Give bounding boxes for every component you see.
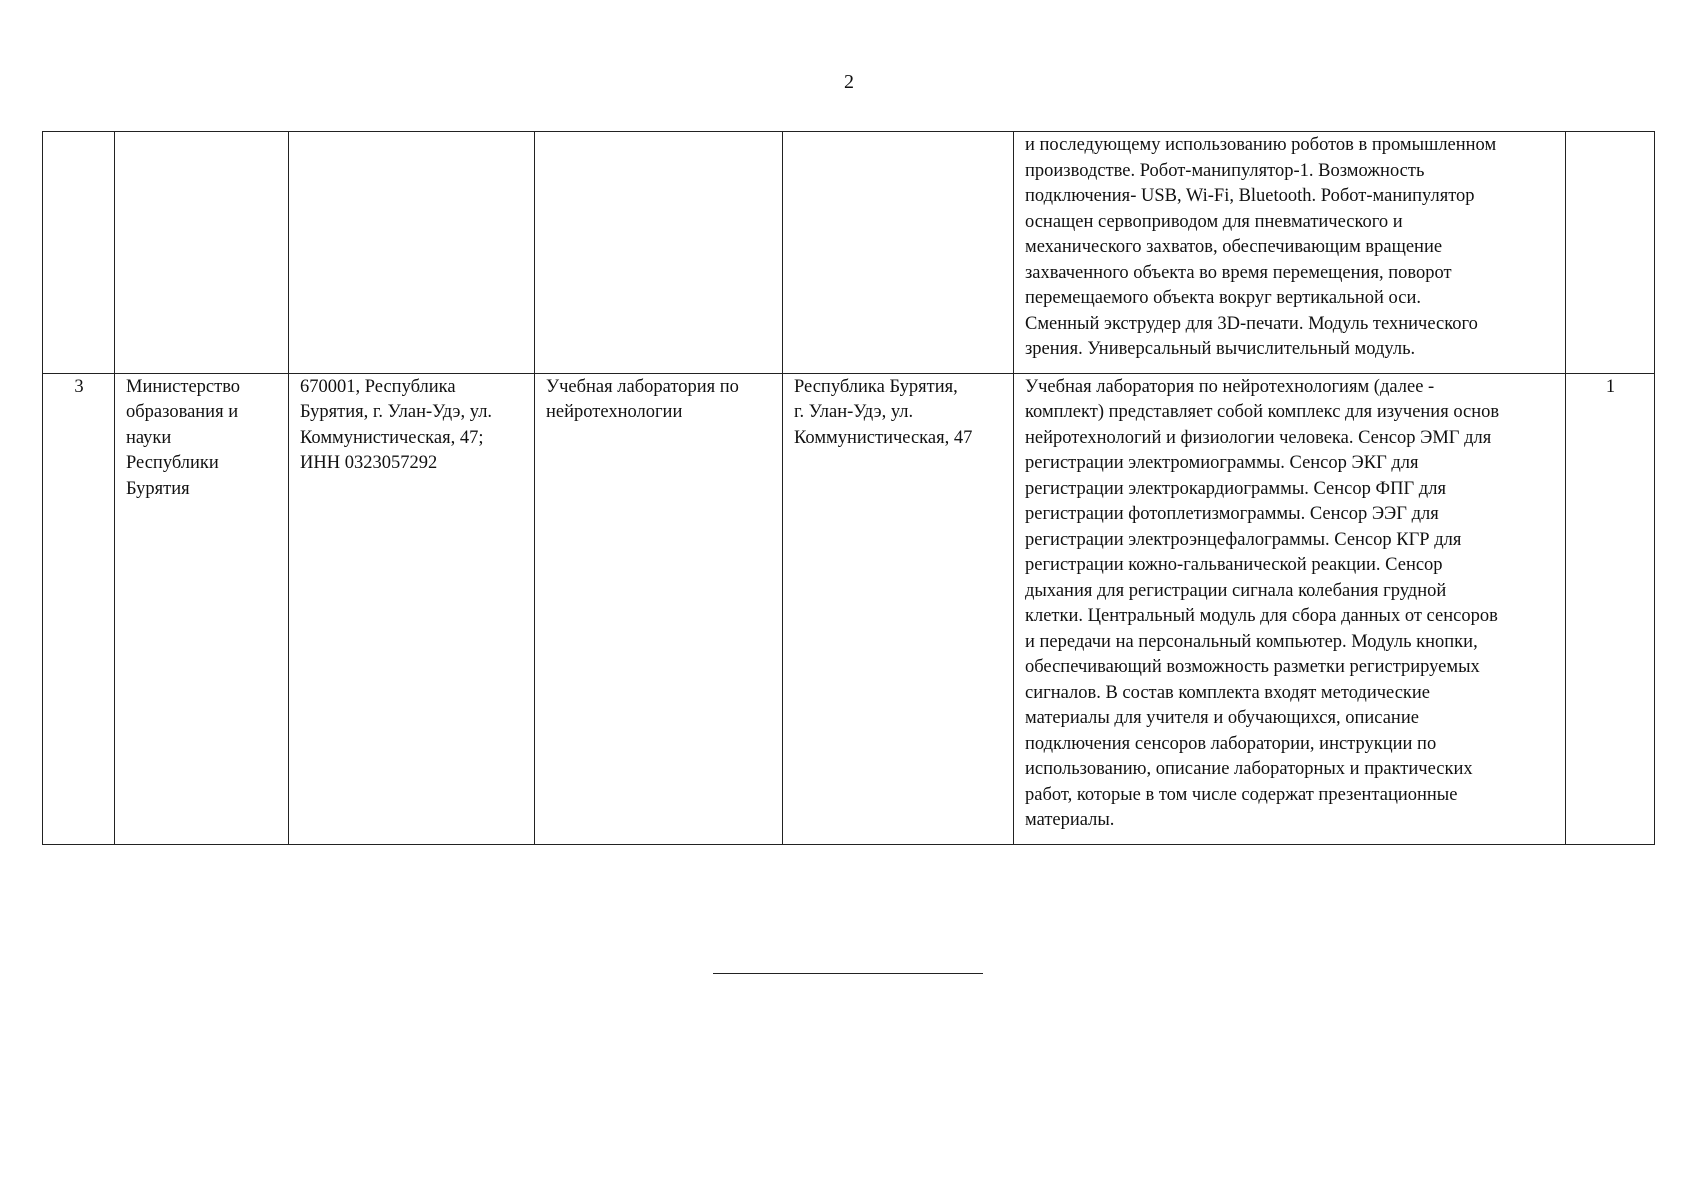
- text-line: клетки. Центральный модуль для сбора данных от сенсоров: [1025, 606, 1498, 626]
- text-line: Сменный экструдер для 3D-печати. Модуль технического: [1025, 313, 1478, 334]
- cell-organization-empty: [115, 132, 289, 374]
- text-line: механического захватов, обеспечивающим вращение: [1025, 237, 1443, 257]
- cell-description: [1014, 373, 1566, 844]
- text-line: работ, которые в том числе содержат презентационные: [1025, 784, 1458, 805]
- text-line: подключения сенсоров лаборатории, инструкции по: [1025, 733, 1437, 754]
- text-line: Учебная лаборатория по: [546, 376, 739, 397]
- text-line: подключения- USB, Wi-Fi, Bluetooth. Робот-манипулятор: [1025, 186, 1475, 206]
- text-line: образования и: [126, 402, 239, 422]
- page-number: 2: [844, 71, 854, 93]
- cell-quantity: 1: [1566, 373, 1655, 844]
- cell-description-continued: [1014, 132, 1566, 374]
- equipment-table: [42, 131, 1655, 845]
- text-line: регистрации кожно-гальванической реакции. Сенсор: [1025, 555, 1443, 575]
- text-line: и последующему использованию роботов в промышленном: [1025, 135, 1497, 155]
- text-line: материалы для учителя и обучающихся, описание: [1025, 708, 1419, 728]
- cell-number-empty: [43, 132, 115, 374]
- text-line: Бурятия: [126, 478, 190, 499]
- text-line: Республика Бурятия,: [794, 376, 958, 397]
- text-line: комплект) представляет собой комплекс для изучения основ: [1025, 402, 1500, 422]
- table-row: [43, 373, 1655, 844]
- text-line: науки: [126, 427, 172, 448]
- text-line: Республики: [126, 453, 219, 473]
- cell-location-empty: [783, 132, 1014, 374]
- text-line: использованию, описание лабораторных и практических: [1025, 759, 1473, 779]
- cell-location: [783, 373, 1014, 844]
- text-line: зрения. Универсальный вычислительный модуль.: [1025, 339, 1416, 359]
- text-line: регистрации фотоплетизмограммы. Сенсор ЭЭГ для: [1025, 504, 1439, 524]
- text-line: 670001, Республика: [300, 376, 456, 397]
- text-line: производстве. Робот-манипулятор-1. Возможность: [1025, 160, 1425, 181]
- footnote-separator-line: [713, 973, 983, 974]
- cell-row-number: 3: [43, 373, 115, 844]
- text-line: регистрации электромиограммы. Сенсор ЭКГ для: [1025, 453, 1419, 473]
- text-line: регистрации электроэнцефалограммы. Сенсор КГР для: [1025, 529, 1462, 550]
- text-line: Министерство: [126, 376, 241, 397]
- text-line: дыхания для регистрации сигнала колебания грудной: [1025, 580, 1447, 601]
- cell-quantity-empty: [1566, 132, 1655, 374]
- text-line: Учебная лаборатория по нейротехнологиям (далее -: [1025, 376, 1435, 397]
- cell-organization: [115, 373, 289, 844]
- cell-address: [289, 373, 535, 844]
- text-line: обеспечивающий возможность разметки регистрируемых: [1025, 657, 1480, 677]
- text-line: ИНН 0323057292: [300, 453, 438, 473]
- text-line: сигналов. В состав комплекта входят методические: [1025, 682, 1431, 703]
- cell-equipment-name: [535, 373, 783, 844]
- text-line: Коммунистическая, 47: [794, 427, 973, 448]
- text-line: Коммунистическая, 47;: [300, 427, 484, 448]
- cell-equipment-empty: [535, 132, 783, 374]
- text-line: перемещаемого объекта вокруг вертикальной оси.: [1025, 288, 1422, 308]
- text-line: Бурятия, г. Улан-Удэ, ул.: [300, 402, 493, 422]
- text-line: материалы.: [1025, 810, 1115, 830]
- text-line: г. Улан-Удэ, ул.: [794, 402, 914, 422]
- text-line: нейротехнологии: [546, 402, 683, 422]
- text-line: захваченного объекта во время перемещения, поворот: [1025, 262, 1452, 283]
- text-line: нейротехнологий и физиологии человека. Сенсор ЭМГ для: [1025, 427, 1492, 448]
- table-row-continued: [43, 132, 1655, 374]
- text-line: регистрации электрокардиограммы. Сенсор ФПГ для: [1025, 478, 1446, 499]
- text-line: и передачи на персональный компьютер. Модуль кнопки,: [1025, 631, 1478, 652]
- cell-address-empty: [289, 132, 535, 374]
- text-line: оснащен сервоприводом для пневматического и: [1025, 211, 1403, 232]
